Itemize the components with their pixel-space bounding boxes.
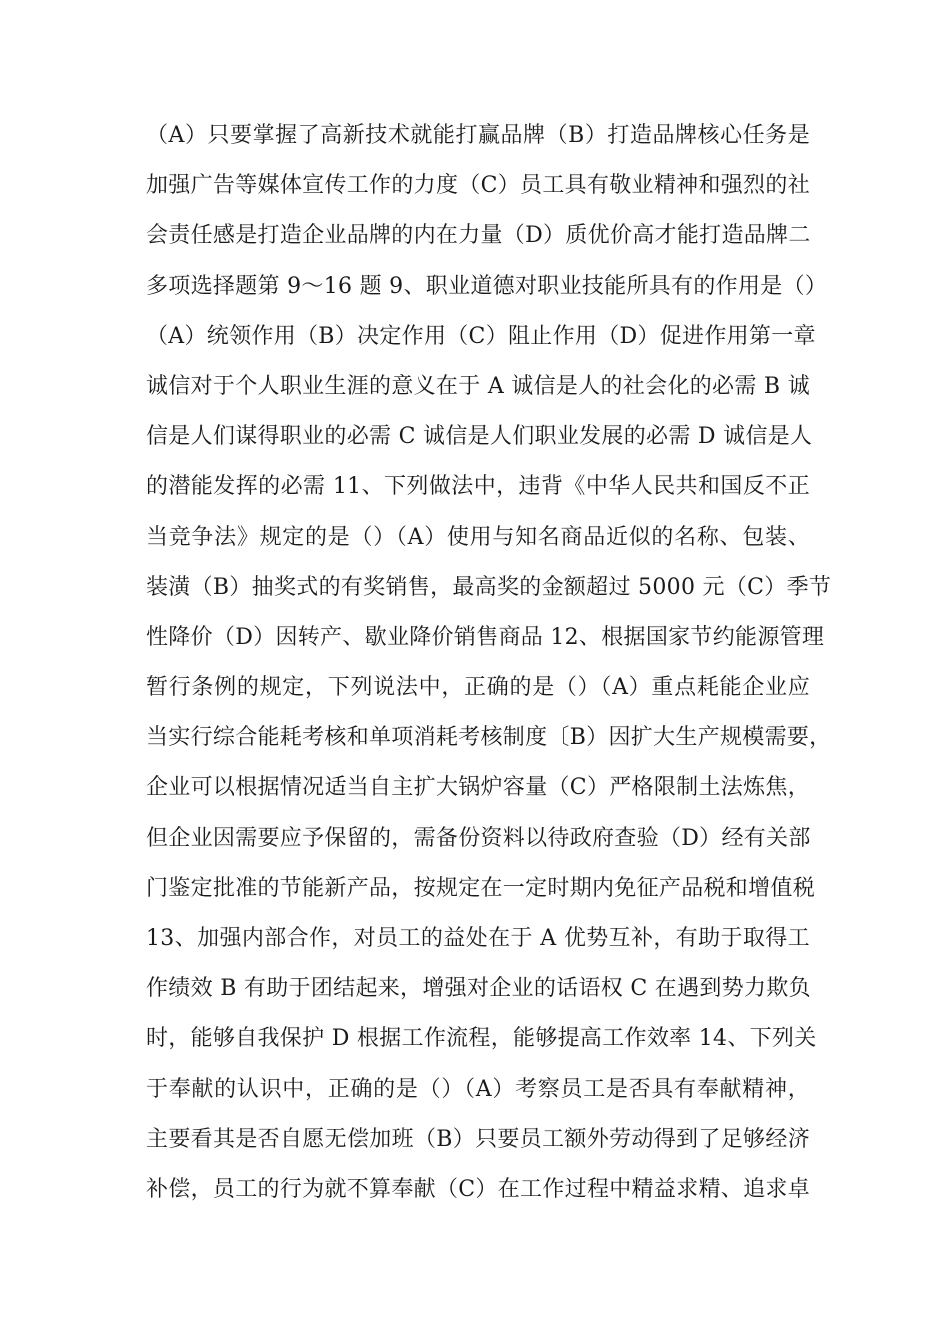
text-line: 于奉献的认识中，正确的是（）（A）考察员工是否具有奉献精神， [146,1076,810,1102]
text-line: （A）统领作用（B）决定作用（C）阻止作用（D）促进作用第一章 [146,323,816,349]
text-line: 暂行条例的规定，下列说法中，正确的是（）（A）重点耗能企业应 [146,675,810,701]
text-line: 的潜能发挥的必需 11、下列做法中，违背《中华人民共和国反不正 [146,474,810,500]
text-line: 诚信对于个人职业生涯的意义在于 A 诚信是人的社会化的必需 B 诚 [146,373,810,399]
text-line: 补偿，员工的行为就不算奉献（C）在工作过程中精益求精、追求卓 [146,1176,810,1202]
text-line: 门鉴定批准的节能新产品，按规定在一定时期内免征产品税和增值税 [146,875,816,901]
text-line: 当实行综合能耗考核和单项消耗考核制度〔B）因扩大生产规模需要， [146,725,832,751]
text-line: 主要看其是否自愿无偿加班（B）只要员工额外劳动得到了足够经济 [146,1126,810,1152]
text-line: 但企业因需要应予保留的，需备份资料以待政府查验（D）经有关部 [146,825,811,851]
text-line: 加强广告等媒体宣传工作的力度（C）员工具有敬业精神和强烈的社 [146,173,810,199]
text-line: 会责任感是打造企业品牌的内在力量（D）质优价高才能打造品牌二 [146,223,811,249]
text-line: 性降价（D）因转产、歇业降价销售商品 12、根据国家节约能源管理 [146,624,825,650]
text-line: 时，能够自我保护 D 根据工作流程，能够提高工作效率 14、下列关 [146,1026,817,1052]
text-line: 多项选择题第 9～16 题 9、职业道德对职业技能所具有的作用是（） [146,273,828,299]
text-line: 装潢（B）抽奖式的有奖销售，最高奖的金额超过 5000 元（C）季节 [146,574,832,600]
text-line: （A）只要掌握了高新技术就能打赢品牌（B）打造品牌核心任务是 [146,123,810,148]
text-line: 信是人们谋得职业的必需 C 诚信是人们职业发展的必需 D 诚信是人 [146,424,813,450]
text-line: 13、加强内部合作，对员工的益处在于 A 优势互补，有助于取得工 [146,926,810,951]
text-line: 当竞争法》规定的是（）（A）使用与知名商品近似的名称、包装、 [146,524,810,550]
text-line: 企业可以根据情况适当自主扩大锅炉容量（C）严格限制土法炼焦， [146,775,810,801]
body-text [146,116,832,1220]
text-line: 作绩效 B 有助于团结起来，增强对企业的话语权 C 在遇到势力欺负 [146,976,811,1002]
